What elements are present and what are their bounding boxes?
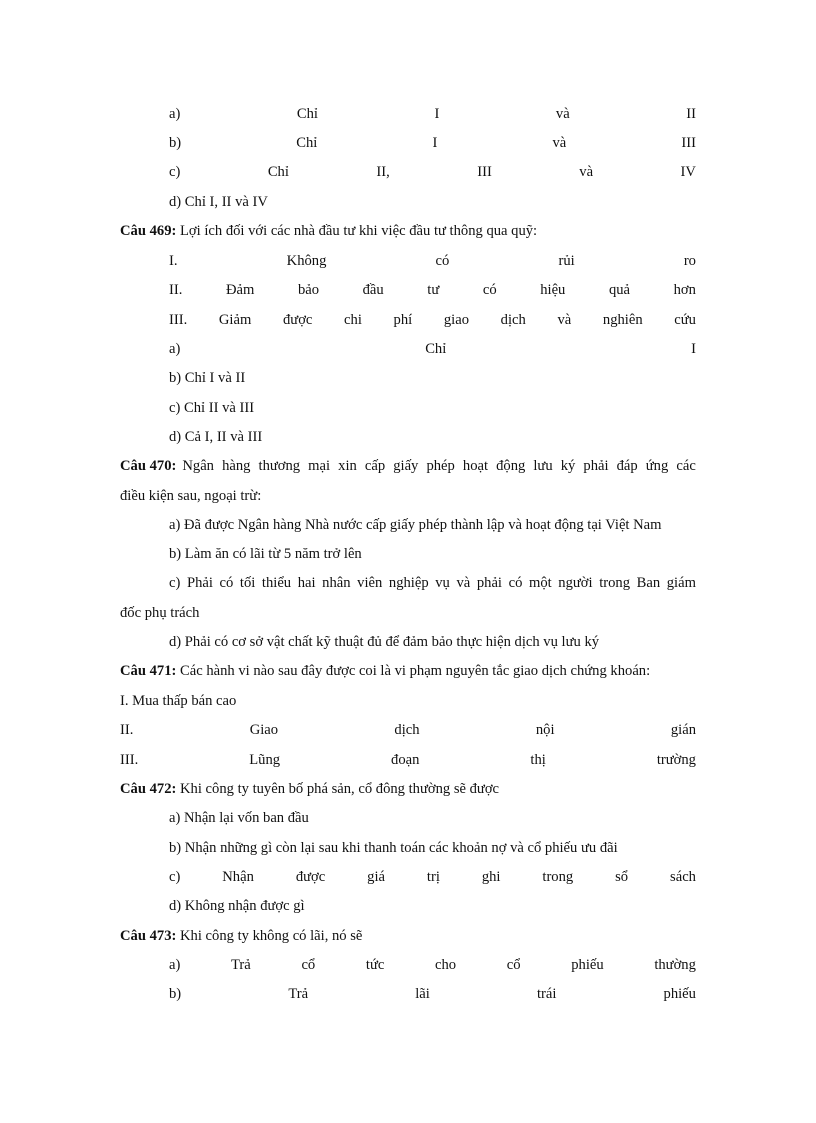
word: phải xyxy=(476,575,502,591)
word: giao xyxy=(443,312,469,328)
word: các xyxy=(676,458,696,474)
word: III xyxy=(477,164,492,180)
word: viên xyxy=(357,575,383,591)
word: có xyxy=(482,282,497,298)
q472-option-a: a) Nhận lại vốn ban đầu xyxy=(169,810,309,826)
word: ứng xyxy=(645,458,669,474)
word: Đảm xyxy=(225,282,255,298)
word: a) xyxy=(169,341,181,357)
word: giá xyxy=(367,869,385,885)
word: cứu xyxy=(674,312,696,328)
q471-item-1: I. Mua thấp bán cao xyxy=(120,693,237,709)
word: thường xyxy=(654,957,696,973)
word: thiểu xyxy=(261,575,292,591)
word: hiệu xyxy=(540,282,566,298)
word: trái xyxy=(536,986,557,1002)
q472-text: Khi công ty tuyên bố phá sản, cổ đông thường sẽ được xyxy=(176,781,500,797)
q473-option-a xyxy=(169,955,696,975)
word: III. xyxy=(169,312,188,328)
word: quả xyxy=(608,282,631,298)
word: và xyxy=(552,135,567,151)
word: nghiệp xyxy=(388,575,429,591)
q468-option-a xyxy=(169,104,696,124)
q470-option-b: b) Làm ăn có lãi từ 5 năm trở lên xyxy=(169,546,362,562)
word: và xyxy=(579,164,594,180)
word: ro xyxy=(683,253,696,269)
word: lãi xyxy=(415,986,430,1002)
word: nhân xyxy=(322,575,351,591)
word: IV xyxy=(680,164,696,180)
word: hoạt xyxy=(462,458,489,474)
q473-question xyxy=(120,926,362,946)
word: được xyxy=(295,869,326,885)
word: được xyxy=(282,312,313,328)
q468-option-d: d) Chỉ I, II và IV xyxy=(169,194,268,210)
q469-item-2 xyxy=(169,280,696,300)
word: bảo xyxy=(297,282,320,298)
word: c) xyxy=(169,164,181,180)
word: I. xyxy=(169,253,178,269)
word: a) xyxy=(169,957,181,973)
word: Trả xyxy=(231,957,251,973)
q469-option-b: b) Chỉ I và II xyxy=(169,370,246,386)
word: đoạn xyxy=(391,752,420,768)
word: Chỉ xyxy=(267,164,289,180)
word: Chỉ xyxy=(296,106,318,122)
word: Phải xyxy=(186,575,213,591)
word: II, xyxy=(376,164,390,180)
q472-question xyxy=(120,779,499,799)
word: Lũng xyxy=(249,752,281,768)
word: và xyxy=(555,106,570,122)
q472-label: Câu 472: xyxy=(120,781,177,797)
q469-option-d: d) Cả I, II và III xyxy=(169,429,263,445)
word: I xyxy=(432,135,438,151)
q470-option-c-line-2: đốc phụ trách xyxy=(120,605,200,621)
word: b) xyxy=(169,135,182,151)
word: chi xyxy=(344,312,362,328)
word: a) xyxy=(169,106,181,122)
word: phí xyxy=(393,312,413,328)
word: ký xyxy=(560,458,576,474)
word: rủi xyxy=(558,253,575,269)
word: cổ xyxy=(301,957,316,973)
word: vụ xyxy=(435,575,450,591)
q471-text: Các hành vi nào sau đây được coi là vi phạm nguyên tắc giao dịch chứng khoán: xyxy=(176,663,651,679)
q471-question xyxy=(120,661,650,681)
word: cổ xyxy=(506,957,521,973)
word: đầu xyxy=(362,282,384,298)
word: Giảm xyxy=(218,312,252,328)
word: III xyxy=(681,135,696,151)
word: dịch xyxy=(394,722,420,738)
word: trường xyxy=(656,752,696,768)
q469-question xyxy=(120,221,537,241)
q469-text: Lợi ích đối với các nhà đầu tư khi việc đầu tư thông qua quỹ: xyxy=(176,223,538,239)
word: Nhận xyxy=(222,869,254,885)
word: I xyxy=(691,341,696,357)
q470-option-c-line-1 xyxy=(169,573,696,593)
word: phiếu xyxy=(571,957,604,973)
q469-item-1 xyxy=(169,251,696,271)
word: lưu xyxy=(533,458,553,474)
word: có xyxy=(508,575,523,591)
q471-item-2 xyxy=(120,720,696,740)
word: trị xyxy=(426,869,440,885)
word: động xyxy=(496,458,526,474)
q470-text-line-1 xyxy=(182,456,696,476)
word: giấy xyxy=(393,458,419,474)
word: Ban xyxy=(636,575,661,591)
word: tư xyxy=(427,282,440,298)
word: thương xyxy=(258,458,301,474)
word: sách xyxy=(670,869,696,885)
word: mại xyxy=(308,458,331,474)
word: Không xyxy=(286,253,327,269)
q470-label: Câu 470: xyxy=(120,458,177,474)
word: dịch xyxy=(500,312,526,328)
q470-option-a: a) Đã được Ngân hàng Nhà nước cấp giấy phép thành lập và hoạt động tại Việt Nam xyxy=(169,517,662,533)
word: một xyxy=(528,575,552,591)
word: I xyxy=(434,106,440,122)
word: Chỉ xyxy=(425,341,447,357)
q472-option-b: b) Nhận những gì còn lại sau khi thanh toán các khoản nợ và cổ phiếu ưu đãi xyxy=(169,840,618,856)
word: thị xyxy=(530,752,546,768)
q471-item-3 xyxy=(120,750,696,770)
word: và xyxy=(557,312,572,328)
word: sổ xyxy=(615,869,629,885)
word: trong xyxy=(599,575,630,591)
word: có xyxy=(435,253,450,269)
q473-label: Câu 473: xyxy=(120,928,177,944)
q469-label: Câu 469: xyxy=(120,223,177,239)
q470-question-line-1 xyxy=(120,456,696,476)
q468-option-b xyxy=(169,133,696,153)
word: hơn xyxy=(673,282,696,298)
word: phép xyxy=(426,458,455,474)
word: có xyxy=(219,575,234,591)
word: b) xyxy=(169,986,182,1002)
word: Giao xyxy=(249,722,279,738)
word: giám xyxy=(666,575,696,591)
word: c) xyxy=(169,575,181,591)
word: xin xyxy=(338,458,357,474)
word: phiếu xyxy=(663,986,696,1002)
word: trong xyxy=(542,869,574,885)
word: gián xyxy=(670,722,696,738)
word: II xyxy=(686,106,696,122)
q473-text: Khi công ty không có lãi, nó sẽ xyxy=(176,928,363,944)
word: phải xyxy=(583,458,609,474)
word: II. xyxy=(169,282,183,298)
word: tối xyxy=(239,575,256,591)
q472-option-c xyxy=(169,867,696,887)
q469-option-a xyxy=(169,339,696,359)
word: đáp xyxy=(616,458,638,474)
word: ghi xyxy=(481,869,501,885)
word: Chỉ xyxy=(296,135,318,151)
word: tức xyxy=(365,957,385,973)
word: c) xyxy=(169,869,181,885)
word: cấp xyxy=(364,458,386,474)
word: và xyxy=(456,575,471,591)
word: III. xyxy=(120,752,139,768)
q469-item-3 xyxy=(169,310,696,330)
word: II. xyxy=(120,722,134,738)
q469-option-c: c) Chỉ II và III xyxy=(169,400,255,416)
word: nội xyxy=(535,722,555,738)
word: nghiên xyxy=(602,312,643,328)
q473-option-b xyxy=(169,984,696,1004)
q471-label: Câu 471: xyxy=(120,663,177,679)
q468-option-c xyxy=(169,162,696,182)
q472-option-d: d) Không nhận được gì xyxy=(169,898,305,914)
word: Trả xyxy=(288,986,309,1002)
word: cho xyxy=(435,957,457,973)
q470-question-line-2: điều kiện sau, ngoại trừ: xyxy=(120,488,262,504)
word: hai xyxy=(297,575,316,591)
word: người xyxy=(558,575,593,591)
word: Ngân xyxy=(182,458,214,474)
q470-option-d: d) Phải có cơ sở vật chất kỹ thuật đủ để đảm bảo thực hiện dịch vụ lưu ký xyxy=(169,634,600,650)
word: hàng xyxy=(222,458,251,474)
